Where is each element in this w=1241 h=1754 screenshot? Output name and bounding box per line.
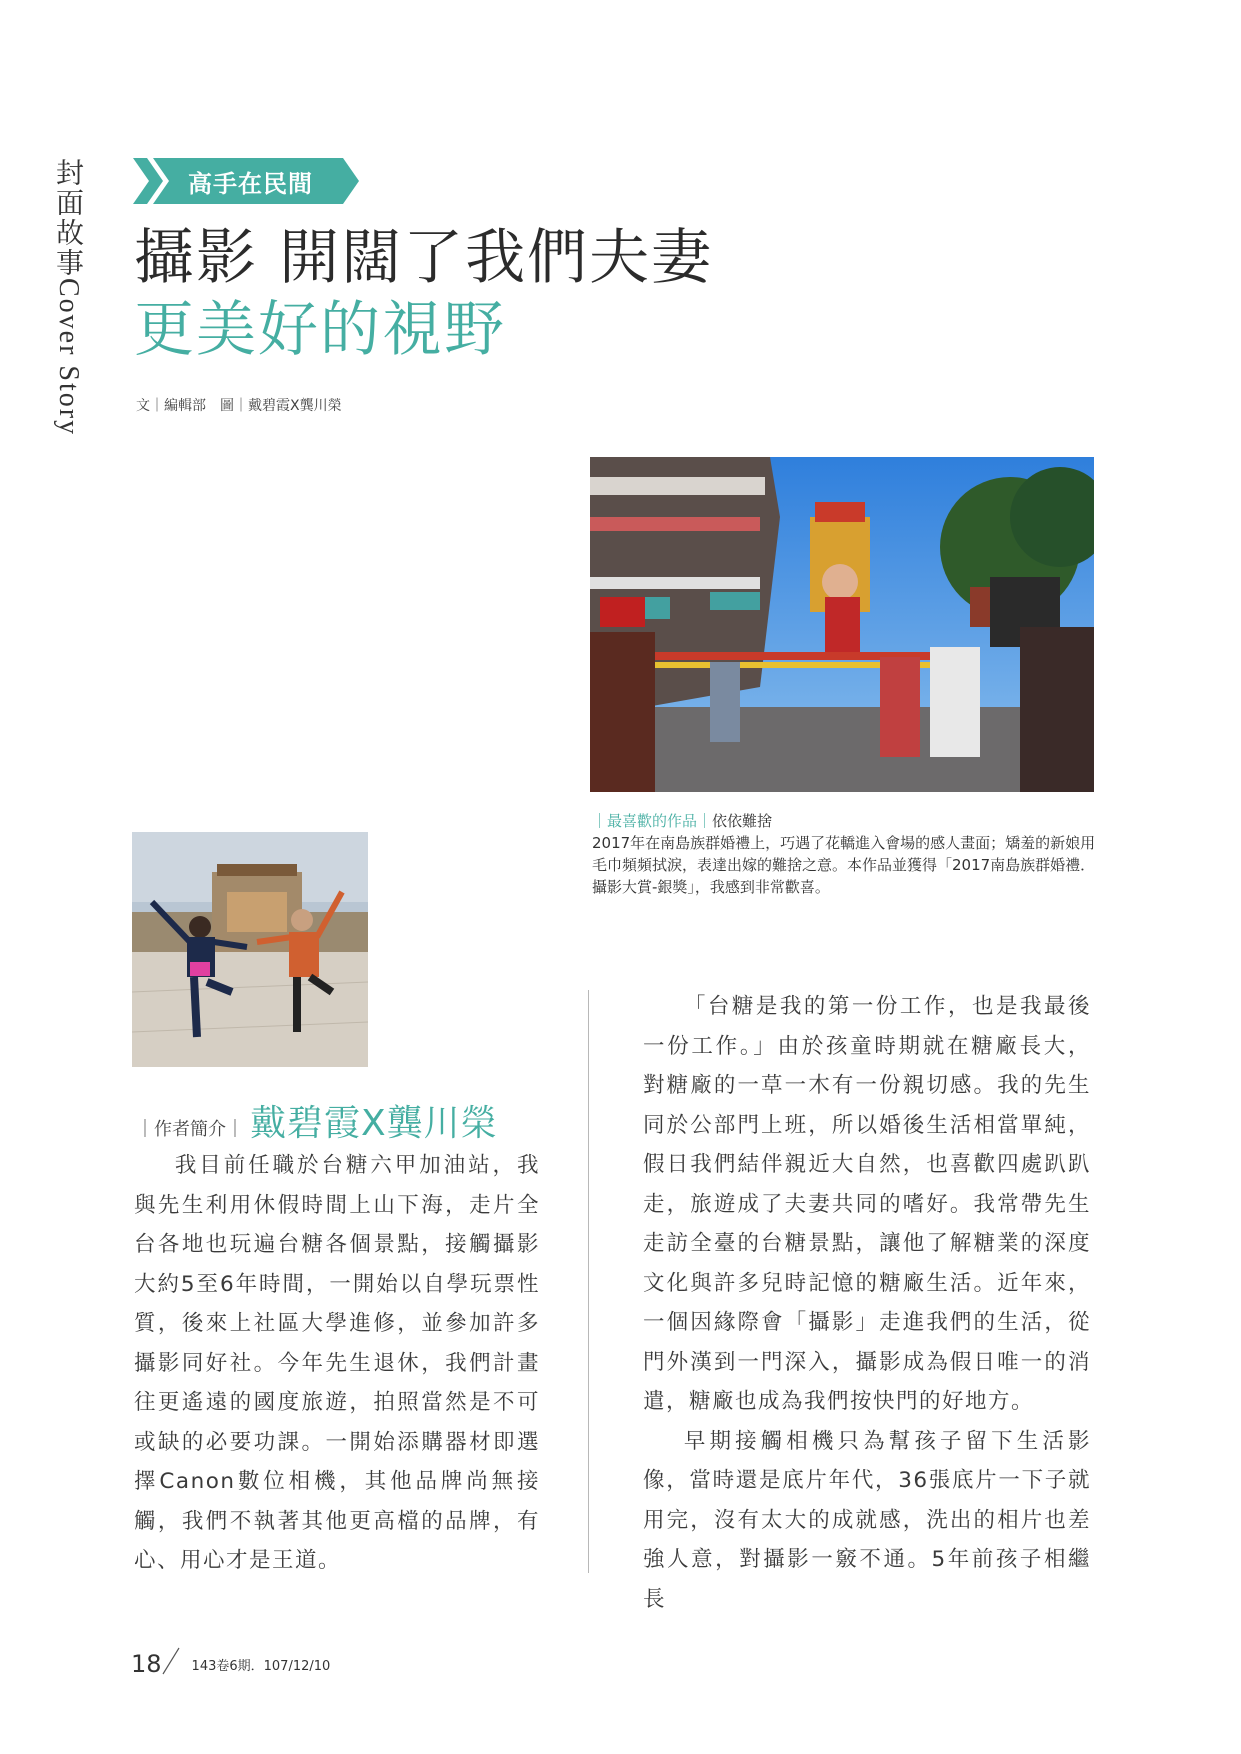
article-paragraph-2: 早期接觸相機只為幫孩子留下生活影像，當時還是底片年代，36張底片一下子就用完，沒有太大的成就感，洗出的相片也差強人意，對攝影一竅不通。5年前孩子相繼長 bbox=[643, 1428, 1091, 1612]
issue-info: 143卷6期．107/12/10 bbox=[191, 1659, 331, 1674]
page-footer bbox=[131, 1650, 330, 1678]
author-couple-photo bbox=[132, 832, 368, 1067]
photo-caption bbox=[592, 810, 1096, 898]
caption-work-title: 依依難捨 bbox=[712, 812, 773, 830]
author-intro-heading bbox=[136, 1095, 498, 1146]
page-headline bbox=[134, 222, 713, 366]
credit-line: 文｜編輯部 圖｜戴碧霞X龔川榮 bbox=[136, 398, 342, 414]
caption-heading bbox=[592, 810, 1096, 832]
section-tag bbox=[133, 158, 313, 204]
author-bio-paragraph: 我目前任職於台糖六甲加油站，我與先生利用休假時間上山下海，走片全台各地也玩遍台糖各個景點，接觸攝影大約5至6年時間，一開始以自學玩票性質，後來上社區大學進修，並參加許多攝影同好社。今年先生退休，我們計畫往更遙遠的國度旅遊，拍照當然是不可或缺的必要功課。一開始添購器材即選擇Canon數位相機，其他品牌尚無接觸，我們不執著其他更高檔的品牌，有心、用心才是王道。 bbox=[134, 1153, 540, 1573]
column-divider bbox=[588, 990, 589, 1573]
caption-text: 2017年在南島族群婚禮上，巧遇了花轎進入會場的感人畫面；矯羞的新娘用毛巾頻頻拭淚，表達出嫁的難捨之意。本作品並獲得「2017南島族群婚禮．攝影大賞-銀獎」，我感到非常歡喜。 bbox=[592, 834, 1096, 896]
headline-line2: 更美好的視野 bbox=[134, 295, 506, 365]
main-photo-wedding-procession bbox=[590, 457, 1094, 792]
author-name: 戴碧霞X龔川榮 bbox=[250, 1103, 498, 1144]
page-number: 18 bbox=[131, 1650, 162, 1678]
headline-line1: 攝影 開闊了我們夫妻 bbox=[134, 223, 714, 293]
section-tag-label: 高手在民間 bbox=[188, 169, 313, 198]
cover-story-side-label bbox=[52, 158, 88, 436]
caption-label: ｜最喜歡的作品｜ bbox=[592, 812, 713, 830]
author-bio-column bbox=[134, 1146, 540, 1581]
side-label-en: Cover Story bbox=[53, 278, 84, 437]
article-paragraph-1: 「台糖是我的第一份工作，也是我最後一份工作。」由於孩童時期就在糖廠長大，對糖廠的一草一木有一份親切感。我的先生同於公部門上班，所以婚後生活相當單純，假日我們結伴親近大自然，也喜歡四處趴趴走，旅遊成了夫妻共同的嗜好。我常帶先生走訪全臺的台糖景點，讓他了解糖業的深度文化與許多兒時記憶的糖廠生活。近年來，一個因緣際會「攝影」走進我們的生活，從門外漢到一門深入，攝影成為假日唯一的消遣，糖廠也成為我們按快門的好地方。 bbox=[643, 994, 1091, 1414]
side-label-zh: 封面故事 bbox=[52, 158, 85, 278]
author-intro-label: ｜作者簡介｜ bbox=[136, 1119, 244, 1140]
slash-divider-icon bbox=[161, 1646, 181, 1676]
article-body-column bbox=[643, 987, 1091, 1619]
